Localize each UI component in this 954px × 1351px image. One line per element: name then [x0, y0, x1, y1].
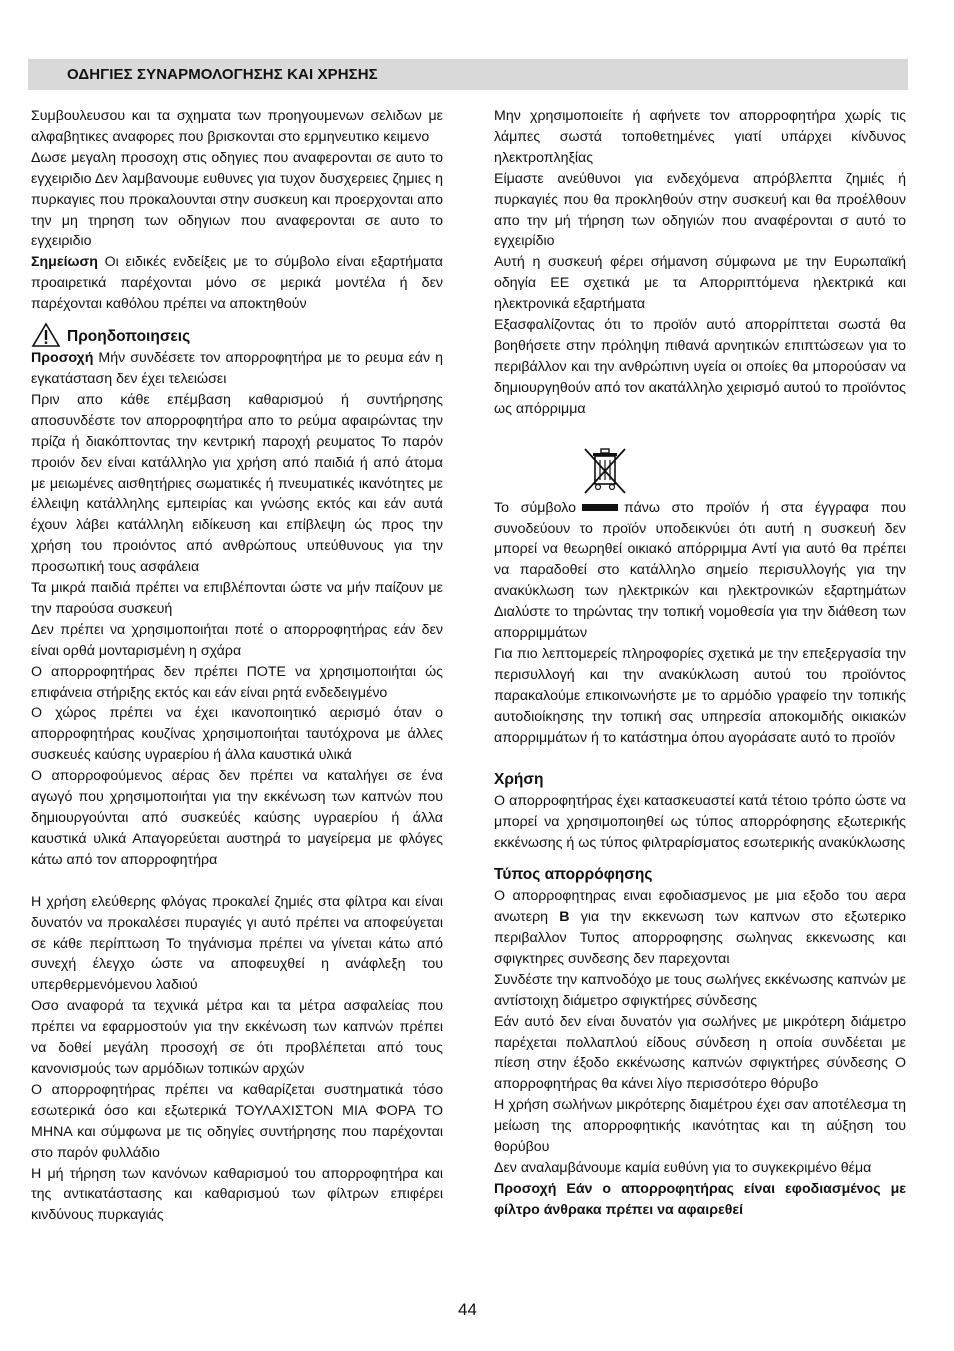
- info-paragraph: Για πιο λεπτομερείς πληροφορίες σχετικά με την επεξεργασία την περισυλλογή και την ανακύκλωση αυτού του προϊόντος παρακαλούμε επικοινωνήστε με το αρμόδιο γραφείο την τοπικής αυτοδιοίκησης την τοπική σας υπηρεσία αποκομιδής οικιακών απορριμμάτων ή το κατάστημα όπου αγοράσατε αυτό το προϊόν: [494, 645, 906, 746]
- note-label: Σημείωση: [31, 254, 98, 271]
- header-bar: [28, 59, 908, 90]
- warning-paragraph: Η μή τήρηση των κανόνων καθαρισμού του απορροφητήρα και της αντικατάστασης και καθαρισμού των φίλτρων επιφέρει κινδύνους πυρκαγιάς: [31, 1165, 443, 1224]
- crossed-out-bin-icon: [582, 446, 628, 496]
- note-paragraph: [31, 252, 443, 315]
- type-paragraph: Δεν αναλαμβάνουμε καμία ευθύνη για το συγκεκριμένο θέμα: [494, 1159, 872, 1176]
- caution-paragraph: [31, 348, 443, 390]
- caution-text: Μήν συνδέσετε τον απορροφητήρα με το ρευμα εάν η εγκατάσταση δεν έχει τελειώσει: [31, 350, 443, 387]
- symbol-paragraph: [494, 498, 906, 644]
- warning-paragraph: Ο χώρος πρέπει να έχει ικανοποιητικό αερισμό όταν ο απορροφητήρας κουζίνας χρησιμοποιήται ταυτόχρονα με άλλες συσκευές καύσης υγραερίου ή άλλα καυστικά υλικά: [31, 705, 443, 764]
- type-text: Ο απορροφητηρας ειναι εφοδιασμενος με μια εξοδο του αερα ανωτερη: [494, 888, 906, 926]
- note-text: Οι ειδικές ενδείξεις με το σύμβολο είναι εξαρτήματα προαιρετικά παρέχονται μόνο σε μερικά μοντέλα ή δεν παρέχονται καθόλου πρέπει να αποκτηθούν: [31, 254, 443, 313]
- outlet-letter: B: [559, 909, 570, 926]
- warning-paragraph: Ο απορροφητήρας δεν πρέπει ΠΟΤΕ να χρησιμοποιήται ώς επιφάνεια στήριξης εκτός και εάν είναι ρητά ενδεδειγμένο: [31, 663, 443, 701]
- info-paragraph: Είμαστε ανεύθυνοι για ενδεχόμενα απρόβλεπτα ζημιές ή πυρκαγιές που θα προκληθούν στην συσκευή και θα προέλθουν απο την μή τήρηση των οδηγιών που αναφέρονται σ αυτό το εγχειρίδιο: [494, 170, 906, 250]
- use-paragraph: Ο απορροφητήρας έχει κατασκευαστεί κατά τέτοιο τρόπο ώστε να μπορεί να χρησιμοποιηθεί ως τύπος απορρόφησης εξωτερικής εκκένωσης ή ως τύπος φιλτραρίσματος εσωτερικής ανακύκλωσης: [494, 793, 906, 852]
- right-column: [494, 106, 906, 1221]
- type-text: για την εκκενωση των καπνων στο εξωτερικο περιβαλλον Τυπος απορροφησης σωληνας εκκενωσης και σφιγκτηρες συνδεσης δεν παρεχονται: [494, 909, 906, 967]
- type-paragraph: Εάν αυτό δεν είναι δυνατόν για σωλήνες με μικρότερη διάμετρο παρέχεται πολλαπλού είδους σύνδεση η οποία συνδέεται με πίεση στην έξοδο εκκένωσης καπνών σφιγκτήρες σύνδεσης Ο απορροφητήρας θα κάνει λίγο περισσότερο θόρυβο: [494, 1013, 906, 1093]
- page-number: 44: [458, 1300, 477, 1319]
- type-paragraph: Συνδέστε την καπνοδόχο με τους σωλήνες εκκένωσης καπνών με αντίστοιχη διάμετρο σφιγκτήρες σύνδεσης: [494, 971, 906, 1009]
- page-title: ΟΔΗΓΙΕΣ ΣΥΝΑΡΜΟΛΟΓΗΣΗΣ ΚΑΙ ΧΡΗΣΗΣ: [67, 66, 378, 83]
- warning-paragraph: Ο απορροφητήρας πρέπει να καθαρίζεται συστηματικά τόσο εσωτερικά όσο και εξωτερικά ΤΟΥΛΑΧΙΣΤΟΝ ΜΙΑ ΦΟΡΑ ΤΟ ΜΗΝΑ και σύμφωνα με τις οδηγίες συντήρησης που παρέχονται στο παρόν φυλλάδιο: [31, 1081, 443, 1161]
- warnings-title: Προηδοποιησεις: [67, 328, 191, 346]
- info-paragraph: Εξασφαλίζοντας ότι το προϊόν αυτό απορρίπτεται σωστά θα βοηθήσετε στην πρόληψη πιθανά αρνητικών επιπτώσεων για το περιβάλλον και την ανθρώπινη υγεία οι οποίες θα μπορούσαν να δημιουργηθούν από τον ακατάλληλο χειρισμό αυτού το προϊόντος ως απόρριμμα: [494, 317, 906, 417]
- type-paragraph: [494, 886, 906, 970]
- spacer: [494, 748, 906, 769]
- spacer: [31, 871, 443, 892]
- use-title: Χρήση: [494, 771, 544, 789]
- left-column: [31, 106, 443, 1226]
- type-paragraph: Η χρήση σωλήνων μικρότερης διαμέτρου έχει σαν αποτέλεσμα τη μείωση της απορροφητικής ικανότητας και τη αύξηση του θορύβου: [494, 1097, 906, 1156]
- info-paragraph: Μην χρησιμοποιείτε ή αφήνετε τον απορροφητήρα χωρίς τις λάμπες σωστά τοποθετημένες γιατί υπάρχει κίνδυνος ηλεκτροπληξίας: [494, 108, 906, 166]
- warning-paragraph: Δεν πρέπει να χρησιμοποιήται ποτέ ο απορροφητήρας εάν δεν είναι ορθά μονταρισμένη η σχάρα: [31, 621, 443, 659]
- weee-symbol-block: [494, 420, 906, 498]
- intro-paragraph: Συμβουλευσου και τα σχηματα των προηγουμενων σελιδων με αλφαβητικες αναφορες που βρισκονται στο ερμηνευτικο κειμενο: [31, 108, 443, 145]
- warning-triangle-icon: [31, 322, 61, 348]
- warning-paragraph: Η χρήση ελεύθερης φλόγας προκαλεί ζημιές στα φίλτρα και είναι δυνατόν να προκαλέσει πυραγιές γι αυτό πρέπει να αποφεύγεται σε κάθε περίπτωση Το τηγάνισμα πρέπει να γίνεται κάτω από συνεχή έλεγχο ώστε να αποφευχθεί η ανάφλεξη του υπερθερμενόμενου λαδιού: [31, 893, 443, 994]
- intro-paragraph: Δωσε μεγαλη προσοχη στις οδηγιες που αναφερονται σε αυτο το εγχειριδιο Δεν λαμβανουμε ευθυνες για τυχον δυσχερειες ζημιες η πυρκαγιες που προκαλουνται στην συσκευη και προερχονται απο την μη τηρηση των οδηγιων που αναφερονται σε αυτο το εγχειριδιο: [31, 149, 443, 250]
- warning-paragraph: Ο απορροφούμενος αέρας δεν πρέπει να καταλήγει σε ένα αγωγό που χρησιμοποιήται για την εκκένωση των καπνών που δημιουργούνται από συσκεύές καύσης υγραερίου ή άλλα καυστικά υλικά Απαγορεύεται αυστηρά το μαγείρεμα με φλόγες κάτω από τον απορροφητήρα: [31, 768, 443, 868]
- weee-bar-mark: [582, 504, 618, 511]
- warning-paragraph: Οσο αναφορά τα τεχνικά μέτρα και τα μέτρα ασφαλείας που πρέπει να εφαρμοστούν για την εκκένωση των καπνών πρέπει να δοθεί μεγάλη προσοχή σε ότι προβλέπεται από τους κανονισμούς των αρμόδιων τοπικών αρχών: [31, 998, 443, 1077]
- warnings-heading: [31, 322, 443, 348]
- symbol-prefix: Το σύμβολο: [494, 499, 576, 516]
- symbol-text: πάνω στο προϊόν ή στα έγγραφα που συνοδεύουν το προϊόν υποδεικνύει ότι αυτή η συσκευή δεν μπορεί να θεωρηθεί οικιακό απόρριμμα Αντί για αυτό θα πρέπει να παραδοθεί στο κατάλληλο σημείο περισυλλογής για την ανακύκλωση των ηλεκτρικών και ηλεκτρονικών εξαρτημάτων Διαλύστε το τηρώντας την τοπική νομοθεσία για την διάθεση των απορριμμάτων: [494, 499, 906, 642]
- warning-paragraph: Πριν απο κάθε επέμβαση καθαρισμού ή συντήρησης αποσυνδέστε τον απορροφητήρα απο το ρεύμα αφαιρώντας την πρίζα ή διακόπτοντας την κεντρική παροχή ρευματος Το παρόν προιόν δεν είναι κατάλληλο για χρήση από παιδιά ή από άτομα με μειωμένες αισθητήριες σωματικές ή πνευματικές ικανότητες με έλλειψη κατάλληλης εμπειρίας και γνώσης εκτός και εάν αυτά έχουν λάβει κατάλληλη ειδίκευση και επίβλεψη ώς προς την χρήση του προιόντος από ανθρώπους υπεύθυνους για την προσωπική τους ασφάλεια: [31, 391, 443, 576]
- spacer: [494, 854, 906, 864]
- final-caution: Προσοχή Εάν ο απορροφητήρας είναι εφοδιασμένος με φίλτρο άνθρακα πρέπει να αφαιρεθεί: [494, 1180, 906, 1218]
- warning-paragraph: Τα μικρά παιδιά πρέπει να επιβλέπονται ώστε να μήν παίζουν με την παρούσα συσκευή: [31, 580, 443, 617]
- caution-label: Προσοχή: [31, 350, 94, 367]
- info-paragraph: Αυτή η συσκευή φέρει σήμανση σύμφωνα με την Ευρωπαϊκή οδηγία ΕΕ σχετικά με τα Απορριπτόμενα ηλεκτρικά και ηλεκτρονικά εξαρτήματα: [494, 254, 906, 313]
- type-title: Τύπος απορρόφησης: [494, 866, 653, 884]
